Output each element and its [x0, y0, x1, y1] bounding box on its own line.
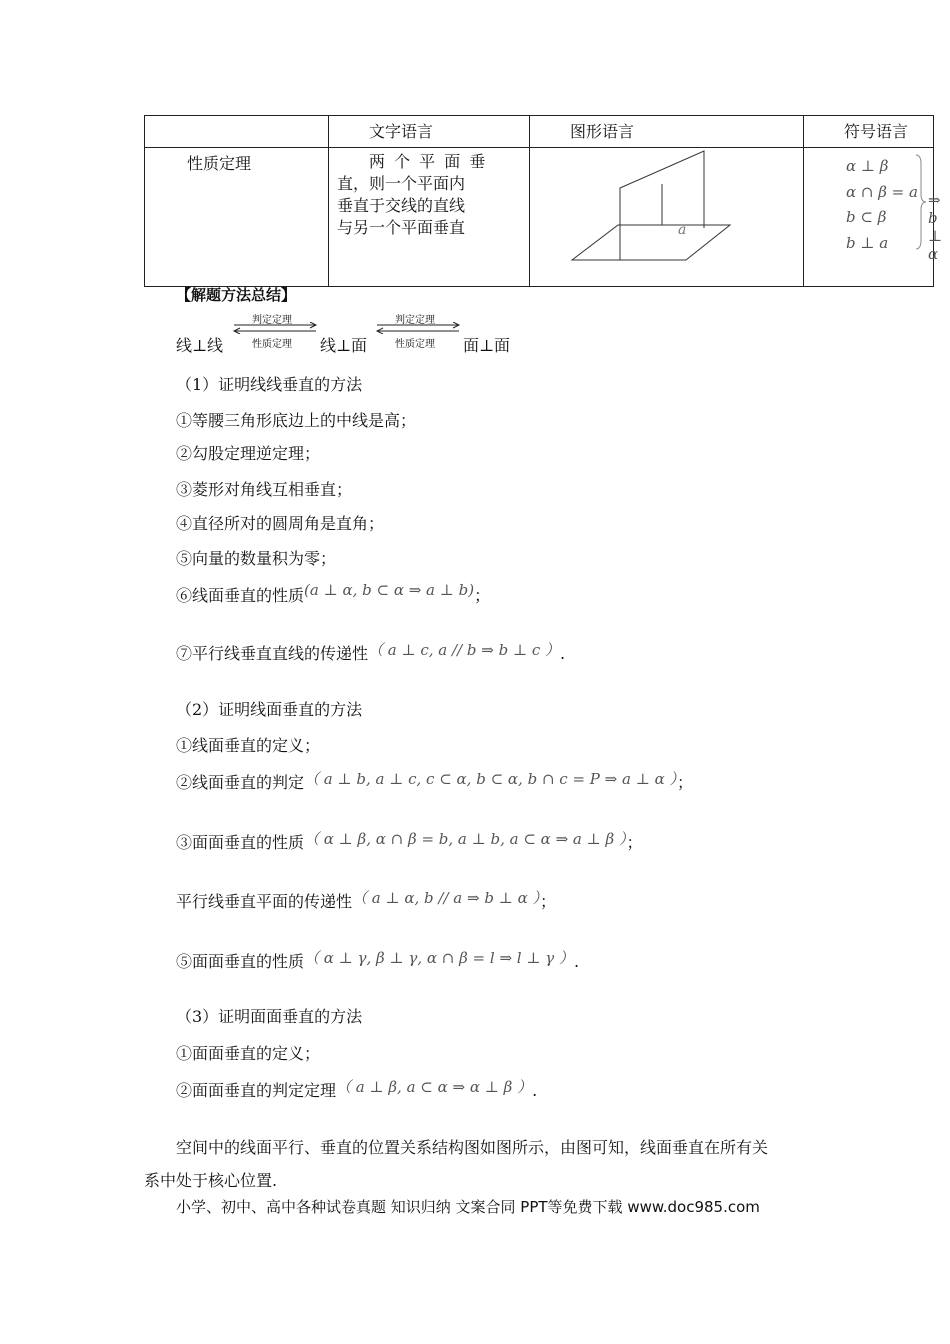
row-label: 性质定理	[145, 148, 329, 287]
symbol-line: b ⊥ a	[846, 233, 889, 252]
arrow-bottom-label-2: 性质定理	[395, 339, 435, 350]
figure-label-a: a	[678, 222, 687, 238]
section3-item1: ①面面垂直的定义；	[176, 1044, 321, 1063]
double-arrow-2	[375, 322, 461, 334]
item-text: ⑤面面垂直的性质	[176, 952, 305, 971]
text-line: 直，则一个平面内	[337, 174, 466, 193]
theorem-table	[144, 115, 943, 287]
item-text: ②面面垂直的判定定理	[176, 1081, 337, 1100]
arrow-top-label-1: 判定定理	[252, 315, 292, 326]
section1-item7	[176, 641, 565, 664]
symbol-list	[846, 154, 918, 256]
text-line: 垂直于交线的直线	[337, 196, 466, 215]
item-end: .	[560, 644, 566, 663]
section2-item2	[176, 770, 693, 793]
section2-item4	[176, 889, 556, 912]
item-math: （ a ⊥ b, a ⊥ c, c ⊂ α, b ⊂ α, b ∩ c = P ⇒ a ⊥ α ）	[304, 770, 677, 788]
section3-title: （3）证明面面垂直的方法	[176, 1007, 363, 1026]
text-language-cell	[329, 148, 530, 287]
conclusion: ⇒ b ⊥ α	[928, 191, 943, 263]
item-text: ②线面垂直的判定	[176, 773, 305, 792]
text-line: 两 个 平 面 垂	[369, 152, 488, 171]
header-figure-language: 图形语言	[530, 116, 804, 148]
section2-item5	[176, 949, 579, 972]
item-math: （ a ⊥ β, a ⊂ α ⇒ α ⊥ β ）	[336, 1078, 533, 1096]
section1-item: ④直径所对的圆周角是直角；	[176, 514, 385, 533]
item-end: .	[573, 952, 580, 971]
item-math: （ a ⊥ α, b // a ⇒ b ⊥ α ）	[352, 889, 540, 907]
section1-item: ⑤向量的数量积为零；	[176, 549, 337, 568]
item-math: (a ⊥ α, b ⊂ α ⇒ a ⊥ b)	[304, 581, 475, 599]
item-text: ⑦平行线垂直直线的传递性	[176, 644, 369, 663]
right-brace	[914, 154, 928, 250]
section3-item2	[176, 1078, 537, 1101]
header-empty	[145, 116, 329, 148]
perpendicular-planes-figure	[530, 148, 763, 282]
item-text: ③面面垂直的性质	[176, 833, 305, 852]
section2-item1: ①线面垂直的定义；	[176, 736, 321, 755]
section2-item3	[176, 830, 642, 853]
symbol-cell	[804, 148, 943, 287]
item-end: ；	[626, 833, 643, 852]
header-symbol-language: 符号语言	[804, 116, 934, 148]
item-end: ；	[474, 586, 491, 605]
footer-banner: 小学、初中、高中各种试卷真题 知识归纳 文案合同 PPT等免费下载 www.doc985.com	[176, 1198, 760, 1216]
text-line: 与另一个平面垂直	[337, 218, 466, 237]
item-math: （ α ⊥ β, α ∩ β = b, a ⊥ b, a ⊂ α ⇒ a ⊥ β ）	[304, 830, 627, 848]
section1-item: ②勾股定理逆定理；	[176, 444, 321, 463]
symbol-line: b ⊂ β	[846, 208, 887, 226]
paragraph-line-2: 系中处于核心位置.	[144, 1171, 278, 1190]
arrow-top-label-2: 判定定理	[395, 315, 435, 326]
chain-b: 线⊥面	[320, 336, 368, 355]
paragraph-line-1: 空间中的线面平行、垂直的位置关系结构图如图所示，由图可知，线面垂直在所有关	[176, 1138, 769, 1157]
item-math: （ α ⊥ γ, β ⊥ γ, α ∩ β = l ⇒ l ⊥ γ ）	[304, 949, 574, 967]
chain-a: 线⊥线	[176, 336, 224, 355]
section2-title: （2）证明线面垂直的方法	[176, 700, 363, 719]
section1-item: ③菱形对角线互相垂直；	[176, 480, 353, 499]
item-end: .	[532, 1081, 538, 1100]
item-text: 平行线垂直平面的传递性	[176, 892, 353, 911]
symbol-line: α ⊥ β	[846, 157, 889, 175]
section1-item6	[176, 583, 490, 606]
summary-title: 【解题方法总结】	[176, 286, 297, 304]
symbol-line: α ∩ β = a	[846, 182, 918, 201]
horizontal-plane	[572, 225, 730, 260]
section1-item: ①等腰三角形底边上的中线是高；	[176, 411, 417, 430]
section1-title: （1）证明线线垂直的方法	[176, 375, 363, 394]
item-text: ⑥线面垂直的性质	[176, 586, 305, 605]
arrow-bottom-label-1: 性质定理	[252, 339, 292, 350]
item-end: ；	[539, 892, 556, 911]
chain-c: 面⊥面	[463, 336, 511, 355]
double-arrow-1	[232, 322, 318, 334]
item-math: （ a ⊥ c, a // b ⇒ b ⊥ c ）	[368, 641, 561, 659]
header-text-language: 文字语言	[329, 116, 530, 148]
item-end: ；	[676, 773, 693, 792]
figure-cell	[530, 148, 804, 287]
